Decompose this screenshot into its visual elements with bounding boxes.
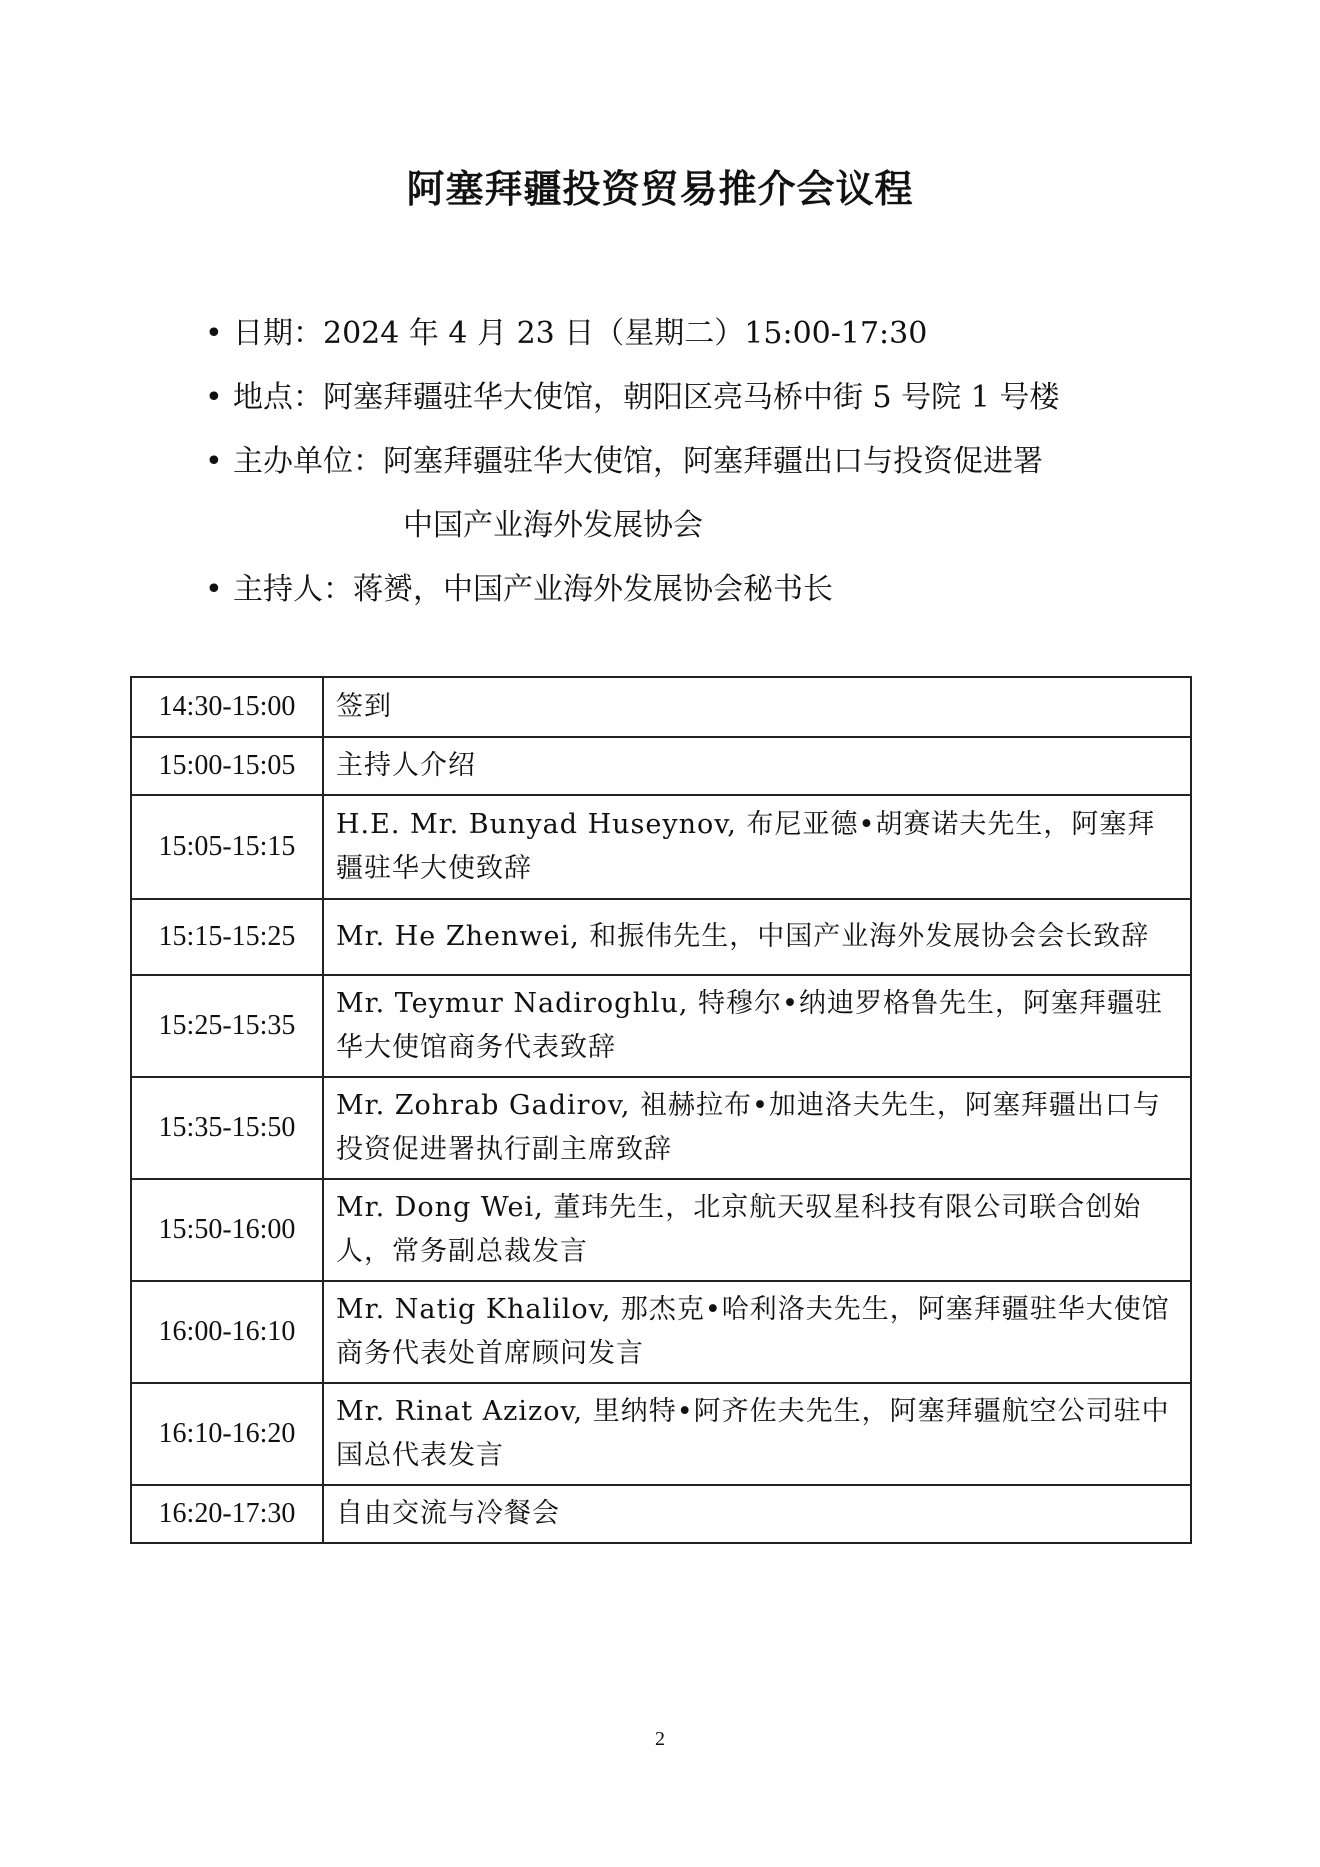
agenda-description: H.E. Mr. Bunyad Huseynov, 布尼亚德•胡赛诺夫先生，阿塞拜疆驻华大使致辞: [323, 795, 1191, 899]
table-row: [131, 795, 1191, 899]
table-row: [131, 1485, 1191, 1543]
page-number: 2: [655, 1728, 665, 1750]
agenda-table: [130, 676, 1192, 1544]
page-title: 阿塞拜疆投资贸易推介会议程: [406, 167, 914, 211]
info-organizers-continuation: 中国产业海外发展协会: [403, 508, 703, 543]
info-organizers-text: 主办单位：阿塞拜疆驻华大使馆，阿塞拜疆出口与投资促进署: [233, 444, 1043, 479]
agenda-time: 16:00-16:10: [131, 1281, 323, 1383]
info-host-text: 主持人：蒋赟，中国产业海外发展协会秘书长: [233, 572, 833, 607]
table-row: [131, 1077, 1191, 1179]
table-row: [131, 1383, 1191, 1485]
agenda-description: Mr. Teymur Nadiroghlu, 特穆尔•纳迪罗格鲁先生，阿塞拜疆驻华大使馆商务代表致辞: [323, 975, 1191, 1077]
table-row: [131, 1281, 1191, 1383]
info-date: [205, 302, 1205, 366]
agenda-time: 16:20-17:30: [131, 1485, 323, 1543]
agenda-description: 签到: [323, 677, 1191, 737]
info-organizers: [205, 430, 1205, 494]
table-row: [131, 899, 1191, 975]
bullet-icon: •: [205, 380, 223, 415]
bullet-icon: •: [205, 316, 223, 351]
agenda-time: 15:05-15:15: [131, 795, 323, 899]
table-row: [131, 677, 1191, 737]
agenda-time: 15:25-15:35: [131, 975, 323, 1077]
agenda-description: Mr. Zohrab Gadirov, 祖赫拉布•加迪洛夫先生，阿塞拜疆出口与投资促进署执行副主席致辞: [323, 1077, 1191, 1179]
info-date-text: 日期：2024 年 4 月 23 日（星期二）15:00-17:30: [233, 316, 928, 351]
agenda-description: Mr. Natig Khalilov, 那杰克•哈利洛夫先生，阿塞拜疆驻华大使馆商务代表处首席顾问发言: [323, 1281, 1191, 1383]
agenda-time: 15:15-15:25: [131, 899, 323, 975]
table-row: [131, 975, 1191, 1077]
agenda-description: 自由交流与冷餐会: [323, 1485, 1191, 1543]
info-venue-text: 地点：阿塞拜疆驻华大使馆，朝阳区亮马桥中街 5 号院 1 号楼: [233, 380, 1060, 415]
info-host: [205, 558, 1205, 622]
bullet-icon: •: [205, 444, 223, 479]
info-venue: [205, 366, 1205, 430]
event-info: [205, 302, 1205, 622]
agenda-description: Mr. Dong Wei, 董玮先生，北京航天驭星科技有限公司联合创始人，常务副总裁发言: [323, 1179, 1191, 1281]
agenda-description: Mr. Rinat Azizov, 里纳特•阿齐佐夫先生，阿塞拜疆航空公司驻中国总代表发言: [323, 1383, 1191, 1485]
agenda-description: 主持人介绍: [323, 737, 1191, 795]
agenda-time: 15:35-15:50: [131, 1077, 323, 1179]
agenda-time: 15:00-15:05: [131, 737, 323, 795]
table-row: [131, 737, 1191, 795]
bullet-icon: •: [205, 572, 223, 607]
agenda-time: 16:10-16:20: [131, 1383, 323, 1485]
table-row: [131, 1179, 1191, 1281]
agenda-description: Mr. He Zhenwei, 和振伟先生，中国产业海外发展协会会长致辞: [323, 899, 1191, 975]
agenda-time: 14:30-15:00: [131, 677, 323, 737]
agenda-time: 15:50-16:00: [131, 1179, 323, 1281]
